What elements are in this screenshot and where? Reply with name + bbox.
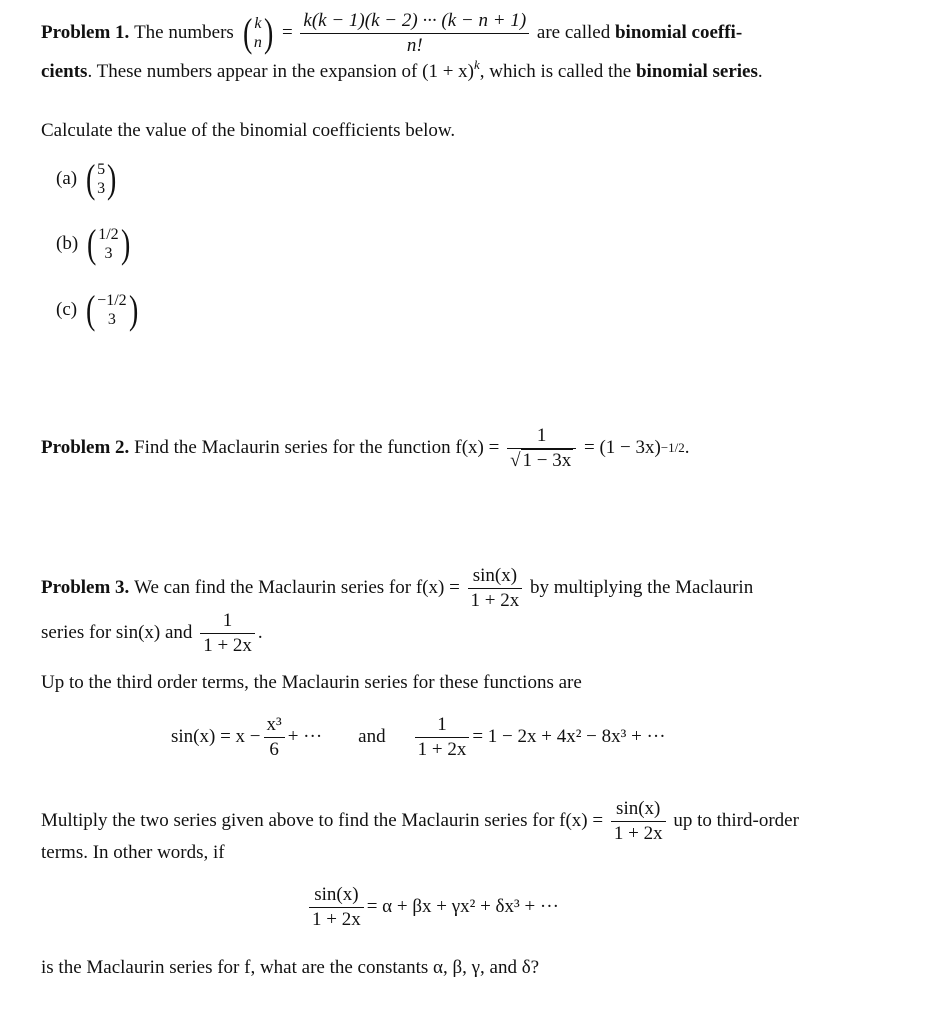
term-binomial-series: binomial series <box>635 61 758 82</box>
p2-fraction: $\frac{1}{√ 1 - 3x}$ <box>507 425 576 472</box>
problem-3-question: is the Maclaurin series for f, what are the constants α, β, γ, and δ? <box>41 957 540 978</box>
problem-3-line-5: terms. In other words, if <box>41 842 225 863</box>
problem-3-line-4: Multiply the two series given above to find the Maclaurin series for f(x) = $\frac{\sin(x)}{1 + 2x}$ up to third-order <box>41 797 799 844</box>
part-b: (b) ( 1/2 3 ) <box>56 221 131 266</box>
term-binomial-coefficients: binomial coeffi- <box>614 22 743 43</box>
part-c: (c) ( −1/2 3 ) <box>56 287 138 332</box>
problem-3-line-1: Problem 3. We can find the Maclaurin series for f(x) = $\frac{\sin(x)}{1 + 2x}$ by multiplying the Maclaurin <box>41 564 754 611</box>
problem-3-label: Problem 3. <box>41 577 130 598</box>
problem-1-instruction: Calculate the value of the binomial coefficients below. <box>41 120 456 141</box>
binomial-definition: ( k n ) <box>242 10 274 55</box>
series-equation: $\frac{\sin(x)}{1 + 2x}$ = α + βx + γx² + δx³ + ··· <box>306 880 559 934</box>
problem-2-label: Problem 2. <box>41 437 130 458</box>
part-a: (a) ( 5 3 ) <box>56 156 117 201</box>
problem-1-text: The numbers <box>134 22 234 43</box>
problem-1-line-2: cients. These numbers appear in the expansion of $(1 + x)^k$, which is called the binomial series. <box>41 57 763 82</box>
problem-1-label: Problem 1. <box>41 22 130 43</box>
binomial-formula: $\frac{k(k - 1)(k - 2) \cdot\cdot\cdot (k - n + 1)}{n!}$ <box>300 10 529 57</box>
series-display: sin(x) = x − $\frac{\text{x³}}{6}$ + ··· and $\frac{1}{1 + 2x}$ = 1 − 2x + 4x² − 8x³ + ··· <box>171 713 666 760</box>
problem-3-line-2: series for sin(x) and $\frac{1}{1 + 2x}$ . <box>41 609 263 656</box>
problem-3-line-3: Up to the third order terms, the Maclaurin series for these functions are <box>41 672 582 693</box>
problem-1-line-1: Problem 1. The numbers ( k n ) = $\frac{k(k - 1)(k - 2) \cdot\cdot\cdot (k - n + 1)}{n!}$ are called binomial coeffi- <box>41 9 743 56</box>
problem-2: Problem 2. Find the Maclaurin series for the function f(x) = $\frac{1}{√ 1 - 3x}$ = (1 − 3x) −1/2 . <box>41 424 690 471</box>
